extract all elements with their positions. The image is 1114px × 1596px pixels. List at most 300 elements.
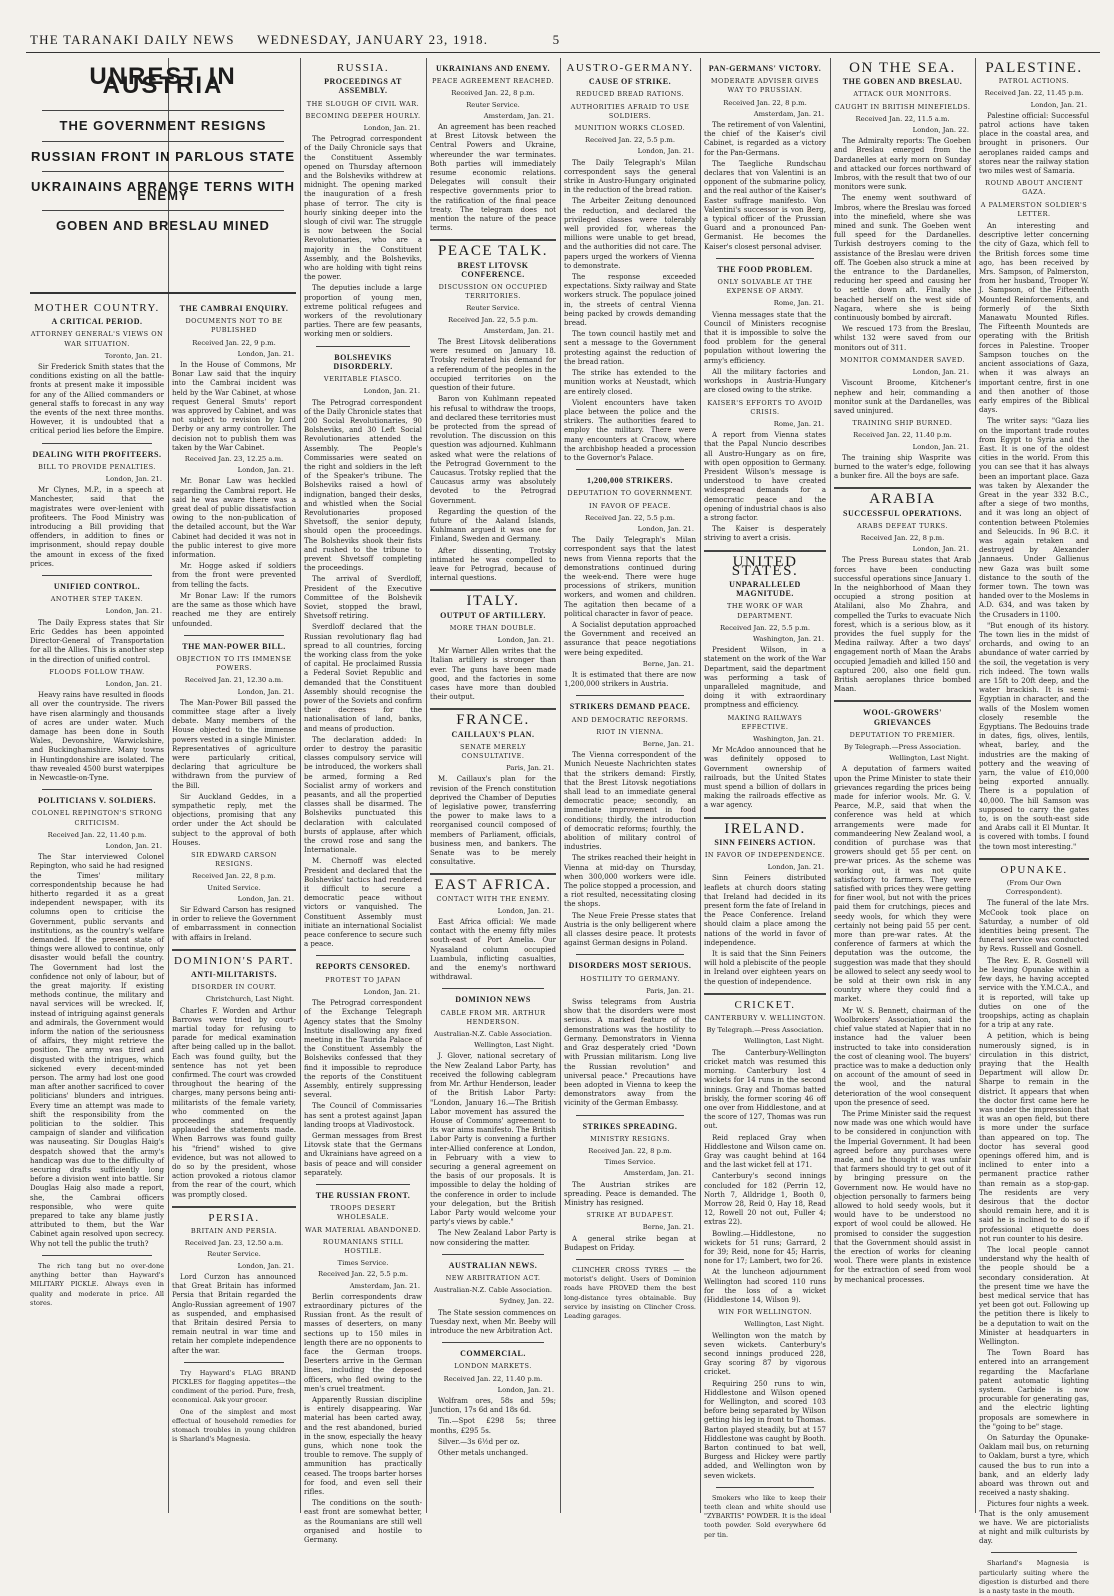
column-2 [172, 300, 296, 1510]
column-rule [426, 58, 427, 1513]
dateline: London, Jan. 21. [105, 475, 162, 484]
dateline: Paris, Jan. 21. [646, 986, 694, 995]
section-heading: 1,200,000 STRIKERS. [587, 476, 673, 486]
article-text: An interesting and descriptive letter concerning the city of Gaza, which fell to the British forces some time ago, has been received by Mrs. Sampson, of Palmerston, from her husband, Trooper W. J. Sampson, of the Fifteenth Mounted Reinforcements, and formerly of the Sixth Manawatu Mounted Rifles. The Fifteenth Mounteds are operating with the British forces in Palestine. Trooper Sampson touches on the ancient associations of Gaza, when it was always an important centre, first in one and then another of those early empires of the Biblical days. [979, 222, 1089, 415]
lead-headline: UNREST IN AUSTRIA [89, 63, 237, 100]
advertisement: Sharland's Magnesia is particularly suiting where the digestion is disturbed and there is a nasty taste in the mouth. [979, 1559, 1089, 1596]
dateline: Toronto, Jan. 21. [104, 351, 162, 360]
subheading: BILL TO PROVIDE PENALTIES. [38, 462, 156, 471]
column-1 [30, 300, 164, 1510]
article-text: In the House of Commons, Mr Bonar Law said that the inquiry into the Cambrai incident was held by the War Cabinet, at whose request General Smuts' report was approved by Cabinet, and was not subject to revision by Lord Derby or any army controller. The decision not to publish them was taken by the War Cabinet. [172, 361, 296, 452]
dateline: Received Jan. 22, 8 p.m. [723, 98, 807, 107]
dateline: By Telegraph.—Press Association. [843, 743, 962, 751]
dateline: Received Jan. 22, 11.40 p.m. [47, 830, 147, 839]
divider [576, 1259, 684, 1260]
article-text: Palestine official: Successful patrol actions have taken place in the coastal area, and brought in prisoners. Our aeroplanes raided camps and stores near the railway station two miles west of Samaria. [979, 111, 1089, 176]
article-text: Pictures four nights a week. That is the only amusement we have. We are pictorialists at night and milk culturists by day. [979, 1500, 1089, 1546]
dateline: Wellington, Last Night. [744, 1037, 824, 1046]
subheading: SINN FEINERS ACTION. [714, 837, 816, 847]
article-text: The response exceeded expectations. Sixty railway and State workers struck. The populace joined in, the streets of central Vienna being packed by crowds demanding bread. [564, 273, 696, 328]
dateline: Amsterdam, Jan. 21. [483, 326, 554, 335]
divider [172, 1206, 296, 1208]
subheading: TRAINING SHIP BURNED. [852, 419, 953, 428]
section-heading: REPORTS CENSORED. [315, 962, 411, 972]
column-rule [700, 58, 701, 1513]
dateline: London, Jan. 21. [237, 1261, 294, 1270]
subheading: MUNITION WORKS CLOSED. [574, 124, 686, 133]
subheading: MODERATE ADVISER GIVES WAY TO PRUSSIAN. [710, 77, 820, 95]
subheading: MORE THAN DOUBLE. [449, 623, 537, 632]
article-text: After dissenting, Trotsky intimated he was compelled to leave for Petrograd, because of internal questions. [430, 546, 556, 583]
article-text: The training ship Wasprite was burned to the water's edge, following a bunker fire. All the boys are safe. [834, 453, 971, 481]
article-text: President Wilson, in a statement on the work of the War Department, said the department was performing a task of unparalleled magnitude, and doing it with extraordinary promptness and efficiency. [704, 646, 826, 710]
dateline: Received Jan. 22, 11.40 p.m. [443, 1374, 543, 1383]
subheading: COLONEL REPINGTON'S STRONG CRITICISM. [31, 809, 163, 827]
article-text: The Taegliche Rundschau declares that von Valentini is an opponent of the submarine policy, and the real author of the Kaiser's Easter suffrage manifesto. Von Valentini's successor is von Berg, a typical officer of the Prussian Guard and a pronounced Pan-Germanist. He becomes the Kaiser's closest personal adviser. [704, 159, 826, 251]
article-text: It is estimated that there are now 1,200,000 strikers in Austria. [564, 670, 696, 689]
dateline: Washington, Jan. 21. [752, 634, 824, 643]
dateline: Received Jan. 23, 12.25 a.m. [184, 455, 284, 464]
column-3 [304, 60, 422, 1545]
dateline: Received Jan. 22, 8 p.m. [192, 872, 276, 881]
subheading: A PALMERSTON SOLDIER'S LETTER. [980, 200, 1088, 218]
dateline: Wellington, Last Night. [744, 1320, 824, 1329]
section-heading: CRICKET. [734, 998, 796, 1011]
article-text: Other metals unchanged. [438, 1449, 529, 1457]
article-text: The Vienna correspondent of the Munich Neueste Nachrichten states that the strikers demand: Firstly, that the Brest Litovsk negotiations shall lead to an immediate general democratic peace; secondly, an immediate improvement in food conditions; thirdly, the introduction of democratic reforms; fourthly, the abolition of military control of industries. [564, 751, 696, 852]
article-text: J. Glover, national secretary of the New Zealand Labor Party, has received the following cablegram from Mr. Arthur Henderson, leader of the British Labor Party: "London, January 16.—The British Labor movement has assured the House of Commons' agreement to its war aims manifesto. The British Labor Party is convening a further inter-Allied conference at London, in February with a view to securing a general agreement on the basis of our proposals. It is impossible to delay the holding of the conference in order to include your delegation, but the British Labor Party would welcome your party's views by cable." [430, 1052, 556, 1227]
divider [834, 487, 971, 489]
dateline: Wellington, Last Night. [474, 1041, 554, 1050]
section-heading: UNITED STATES. [731, 553, 799, 579]
dateline: Rome, Jan. 21. [773, 299, 824, 308]
divider [42, 575, 152, 576]
article-text: East Africa official: We made contact with the enemy fifty miles south-east of Port Amelia. Our Nyasaland column occupied Luambula, inflicting casualties, and the enemy's northward withdrawal. [430, 918, 556, 982]
article-text: Heavy rains have resulted in floods all over the countryside. The rivers have risen alarmingly and thousands of acres are under water. Much damage has been done in South Wales, Devonshire, Warwickshire, and Buckinghamshire. Many towns in Huntingdonshire are isolated. The thaw revealed 4500 burst waterpipes in Newcastle-on-Tyne. [30, 691, 164, 782]
article-text: Mr. Hogge asked if soldiers from the front were prevented from telling the facts. [172, 562, 296, 589]
dateline: London, Jan. 21. [237, 466, 294, 475]
dateline: London, Jan. 21. [497, 635, 554, 644]
article-text: Berlin correspondents draw extraordinary pictures of the Russian front. As the result of masses of deserters, on many sections up to 150 miles in length there are no opponents to face the German troops. Deserters arrive in the German lines, including the deposed officers, who fled owing to the men's cruel treatment. [304, 1292, 422, 1393]
advertisement: Try Hayward's FLAG BRAND PICKLES for flagging appetites—the condiment of the period. Pure, fresh, economical. Ask your grocer. [172, 1368, 296, 1405]
column-rule [830, 58, 831, 1513]
divider [42, 443, 152, 444]
section-heading: ARABIA [869, 491, 936, 508]
subheading: BREST LITOVSK CONFERENCE. [457, 260, 529, 279]
section-heading: DOMINION'S PART. [173, 954, 295, 967]
article-text: Silver.—3s 6½d per oz. [438, 1437, 520, 1446]
divider [316, 346, 410, 347]
article-text: The retirement of von Valentini, the chief of the Kaiser's civil Cabinet, is regarded as a victory for the Pan-Germans. [704, 121, 826, 157]
section-heading: EAST AFRICA. [434, 877, 552, 894]
subheading: FLOODS FOLLOW THAW. [49, 667, 145, 676]
article-text: M. Chernoff was elected President and declared that the Bolsheviks' tactics had rendered it difficult to secure a democratic peace without victors or vanquished. The Constituent Assembly must initiate an international Socialist peace conference to secure such a peace. [304, 857, 422, 949]
divider [430, 708, 556, 710]
article-text: Bowling.—Hiddlestone, no wickets for 51 runs; Garrard, 2 for 39; Reid, none for 45; Harris, none for 17; Lambert, two for 26. [704, 1229, 826, 1266]
article-text: Requiring 250 runs to win, Hiddlestone and Wilson opened for Wellington, and scored 103 before being separated by Wilson getting his leg in front to Thomas. Barton played steadily, but at 157 Hiddlestone was caught by Booth. Barton continued to bat well, Burgess and Hickey were partly added, and Wellington won by seven wickets. [704, 1379, 826, 1480]
article-text: The Town Board has entered into an arrangement regarding the Macfarlane patent automatic lighting system. Carbide is now procurable for generating gas, and the electric lighting proposals are somewhere in the "going to be" stage. [979, 1349, 1089, 1431]
article-text: The Prime Minister said the request now made was one which would have to be considered in conjunction with the Imperial Government. It had been agreed before any purchases were made, and he thought it was unfair that farmers should try to get out of it by bringing pressure on the Government now. He would have no objection personally to farmers being allowed to hold seedy wools, but it would have to be understood no export of wool could be allowed. He promised to consider the suggestion that the Government should assist in the erection of works for cleaning wool. There were plants in existence for the extraction of seed from wool by mechanical processes. [834, 1109, 971, 1284]
article-text: The declaration added: In order to destroy the parasitic classes compulsory service will be introduced, the workers shall be armed, forming a Red Socialist army of workers and peasants, and all the propertied classes shall be disarmed. The Bolsheviks punctuated this declaration with calculated bursts of applause, after which the crowd rose and sang the Internationale. [304, 735, 422, 855]
dateline: London, Jan. 21. [1030, 100, 1087, 109]
divider [430, 239, 556, 241]
article-text: A deputation of farmers waited upon the Prime Minister to state their grievances regarding the prices being made for inferior wools. Mr. G. V. Pearce, M.P., said that when the conference was held at which arrangements were made for commandeering New Zealand wool, a condition of purchase was that growers should get 55 per cent. on pre-war prices. As the scheme was working out, it was not quite satisfactory to farmers. They were satisfied with prices they were getting for finer wool, but not with the prices paid them for crutchings, pieces and seedy wools, for which they were certainly not being paid 55 per cent. more than pre-war rates. At the conference of farmers at which the deputation was the outcome, the suggestion was made that they should be allowed to select any seedy wool to be sold at their own risk in any country where they could find a market. [834, 765, 971, 1004]
section-heading: THE MAN-POWER BILL. [182, 641, 286, 651]
subheading: KAISER'S EFFORTS TO AVOID CRISIS. [707, 398, 823, 416]
subheading: ATTORNEY GENERAL'S VIEWS ON WAR SITUATION. [30, 330, 164, 348]
column-rule [560, 58, 561, 1513]
article-text: Baron von Kuhlmann repeated his refusal to withdraw the troops, and declared these territories must be protected from the spread of revolution. The discussion on this question was adjourned. Kuhlmann asked what were the relations of the Petrograd Government to the Caucasus. Trotsky replied that the Caucasus army was absolutely devoted to the Petrograd Government. [430, 395, 556, 505]
dateline: Amsterdam, Jan. 21. [753, 109, 824, 118]
divider [576, 1115, 684, 1116]
dateline: London, Jan. 21. [363, 987, 420, 996]
advertisement: The rich tang but no over-done anything better than Hayward's MILITARY PICKLE. Always even in quality and moderate in price. All stores. [30, 1261, 164, 1307]
subheading: ANOTHER STEP TAKEN. [50, 595, 144, 604]
subheading: REDUCED BREAD RATIONS. [575, 90, 685, 99]
article-text: Sverdloff declared that the Russian revolutionary flag had spread to all countries, forcing the working class from the yoke of capital. He proclaimed Russia a Federal Soviet Republic and demanded that the Constituent Assembly should recognise the power of the Soviets and confirm their decrees for the nationalisation of land, banks, and means of production. [304, 623, 422, 733]
subheading: STRIKE AT BUDAPEST. [586, 1211, 674, 1220]
subheading: THE GOBEN AND BRESLAU. [842, 77, 963, 87]
dateline: Sydney, Jan. 22. [499, 1297, 554, 1306]
dateline: Received Jan. 23, 12.50 a.m. [184, 1239, 284, 1248]
article-text: The Star interviewed Colonel Repington, who said he had resigned the Times' military correspondentship because he had hitherto regarded it as a great independent newspaper, with its columns open to criticise the Government, public servants and institutions, as the country's welfare demanded. If the present state of things were allowed to continue, only disaster would befall the country. The Government had lost the confidence not only of labour, but of the great majority. If existing methods continue, the military and naval services will be wrecked. If, instead of intriguing against generals and admirals, the Government would inform the nation of the seriousness of affairs, they might retrieve the position. The army was tired and disgusted with the intrigues, which sickened every decent-minded person. The army had lost one good man after another sacrificed to cover politicians' blunders and intrigues. Every time an attempt was made to shift the responsibility from the politician to the soldier. This campaign of slander and vilification was nauseating. Sir Douglas Haig's despatch showed that the army's handicap was due to the difficulty of securing drafts sufficiently long before a division went into battle. Sir Douglas Haig also made a report, she, the Cambrai officers responsible, who were quite prepared to take any blame justly attributed to them, but the War Cabinet again resolved upon secrecy. Why not tell the public the truth? [30, 853, 164, 1248]
article-text: The strike has extended to the munition works at Neustadt, which are entirely closed. [564, 369, 696, 396]
article-text: Swiss telegrams from Austria show that the disorders were most serious. A marked feature of the demonstrations was the hostility to Germany. Demonstrators in Vienna and Graz desperately cried "Down with Prussian militarism. Long live the Russian revolution" and universal peace." Precautions have been adopted in Vienna to keep the demonstrators away from the vicinity of the German Embassy. [564, 998, 696, 1108]
article-text: The New Zealand Labor Party is now considering the matter. [430, 1229, 556, 1247]
section-heading: AUSTRO-GERMANY. [566, 62, 694, 74]
advertisement: CLINCHER CROSS TYRES — the motorist's delight. Users of Dominion roads have PROVED them the best long-distance tyres obtainable. Buy service by insisting on Clincher Cross. Leading garages. [564, 1265, 696, 1320]
subheading: WAR MATERIAL ABANDONED. [305, 1225, 421, 1234]
article-text: Mr W. S. Bennett, chairman of the Woolbrokers' Association, said the chief value stated at Napier that in no instance had the valuer been instructed to take into consideration the cost of cleaning wool. The buyers' practice was to make a deduction only on account of the amount of seed in the wool, and the natural deterioration of the wool consequent upon the presence of seed. [834, 1006, 971, 1107]
section-heading: PAN-GERMANS' VICTORY. [708, 64, 822, 73]
article-text: The Austrian strikes are spreading. Peace is demanded. The Ministry has resigned. [564, 1180, 696, 1207]
dateline: Received Jan. 22, 8 p.m. [860, 533, 945, 542]
divider [316, 955, 410, 956]
subheading: CANTERBURY V. WELLINGTON. [704, 1014, 826, 1023]
subheading: LONDON MARKETS. [454, 1362, 532, 1371]
dateline: Reuter Service. [207, 1250, 261, 1259]
section-heading: COMMERCIAL. [460, 1349, 526, 1359]
advertisement: Smokers who like to keep their teeth clean and white should use "ZYBARTIS" POWDER. It is the ideal tooth powder. Sold everywhere 6d per tin. [704, 1493, 826, 1539]
dateline: Berne, Jan. 21. [642, 659, 694, 668]
divider [576, 695, 684, 696]
subheading: OBJECTION TO ITS IMMENSE POWERS. [176, 654, 292, 673]
subheading: UNPARALLELED MAGNITUDE. [729, 579, 801, 599]
article-text: The Admiralty reports: The Goeben and Breslau emerged from the Dardanelles at early morn on Sunday and attacked our forces northward of Imbros, with the result that two of our monitors were sunk. [834, 137, 971, 192]
article-text: Canterbury's second innings concluded for 182 (Perrin 12, North 7, Alldridge 1, Booth 0, Morrow 28, Reid 0, Hay 18, Read 12, Rowell 20 not out, Fuller 4; extras 22). [704, 1172, 826, 1227]
subheading: CAUSE OF STRIKE. [588, 77, 672, 87]
section-heading: MOTHER COUNTRY. [34, 302, 160, 314]
divider [42, 789, 152, 790]
dateline: Received Jan. 22, 11.45 p.m. [984, 89, 1084, 98]
subheading: ROUND ABOUT ANCIENT GAZA. [985, 179, 1083, 197]
dateline: Received Jan. 22, 5.5 p.m. [584, 513, 676, 522]
dateline: Rome, Jan. 21. [773, 419, 824, 428]
subheading: CAILLAUX'S PLAN. [451, 729, 535, 739]
subheading: SUCCESSFUL OPERATIONS. [843, 508, 962, 518]
subheading: PATROL ACTIONS. [998, 77, 1070, 86]
divider [42, 171, 284, 172]
divider [184, 1362, 284, 1363]
dateline: Reuter Service. [466, 304, 520, 313]
dateline: Received Jan. 22, 11.40 p.m. [853, 431, 952, 440]
dateline: Received Jan. 22, 5.5 p.m. [719, 623, 811, 632]
dateline: Times Service. [604, 1158, 656, 1167]
masthead-rule [26, 52, 1100, 53]
subheading: OUTPUT OF ARTILLERY. [440, 610, 546, 620]
article-text: A report from Vienna states that the Papal Nuncio describes all Austro-Hungary as on fire, with open opposition to Germany. President Wilson's message is understood to have created widespread demands for a democratic peace and the opening of industrial chaos is also a strong factor. [704, 431, 826, 522]
article-text: At the luncheon adjournment Wellington had scored 110 runs for the loss of a wicket (Hiddlestone 14, Wilson 9). [704, 1268, 826, 1304]
subheading: CABLE FROM MR. ARTHUR HENDERSON. [440, 1008, 546, 1026]
subheading: MINISTRY RESIGNS. [590, 1134, 670, 1143]
article-text: An agreement has been reached at Brest Litovsk between the Central Powers and Ukraine, whereunder the war terminates. Both parties will immediately resume economic relations. Delegates will consult their respective governments prior to the ratification of the final peace treaty. The telegram does not mention the nature of the peace terms. [430, 123, 556, 233]
subheading: A CRITICAL PERIOD. [51, 317, 143, 327]
section-heading: BOLSHEVIKS DISORDERLY. [333, 352, 393, 371]
article-text: A Socialist deputation approached the Government and received an assurance that peace negotiations were being expedited. [564, 620, 696, 657]
divider [172, 949, 296, 951]
article-text: On Saturday the Opunake-Oaklam mail bus, on returning to Oaklam, burst a tyre, which caused the bus to run into a bank, and an elderly lady aboard was thrown out and received a nasty shaking. [979, 1434, 1089, 1498]
dateline: Amsterdam, Jan. 21. [483, 111, 554, 120]
article-text: German messages from Brest Litovsk state that the Germans and Ukrainians have agreed on a basis of peace and will consider separately. [304, 1131, 422, 1177]
section-heading: THE RUSSIAN FRONT. [315, 1190, 411, 1200]
subheading: DEPUTATION TO GOVERNMENT. [567, 489, 693, 498]
article-text: We rescued 173 from the Breslau, whilst 132 were saved from our monitors out of 311. [834, 325, 971, 352]
section-heading: PALESTINE. [985, 60, 1083, 76]
lead-subheadline: RUSSIAN FRONT IN PARLOUS STATE [31, 148, 295, 164]
dateline: Berne, Jan. 21. [642, 740, 694, 748]
article-text: The writer says: "Gaza lies on the important trade routes from Egypt to Syria and the East. It is one of the oldest cities in the world. From this you can see that it has always been an important place. Gaza was taken by Alexander the Great in the year 332 B.C., after a siege of two months, and it was long an object of contention between Ptolemies and Seleucids. In 96 B.C. it was again retaken and destroyed by Alexander Jannaeus. Under Gallienus new Gaza was built some distance to the south of the former town. The town was handed over to the Moslems in A.D. 634, and was taken by the Crusaders in 1100. [979, 417, 1089, 619]
divider [442, 1342, 544, 1343]
section-heading: ON THE SEA. [849, 60, 956, 76]
article-text: The Daily Telegraph's Milan correspondent says that the latest news from Vienna reports that the demonstrations continued during the week-end. There were huge processions of strikers, munition workers, and women and children. The agitation then became of a political character in favor of peace. [564, 536, 696, 618]
section-heading: WOOL-GROWERS' GRIEVANCES [863, 708, 942, 727]
subheading: PROCEEDINGS AT ASSEMBLY. [324, 77, 402, 96]
divider [834, 700, 971, 702]
article-text: The strikes reached their height in Vienna at mid-day on Thursday, when 300,000 workers were idle. The police stopped a procession, and a riot resulted, necessitating closing the shops. [564, 854, 696, 909]
dateline: Received Jan. 22, 11.5 a.m. [855, 114, 950, 123]
subheading: ROUMANIANS STILL HOSTILE. [322, 1237, 404, 1255]
advertisement: One of the simplest and most effectual of household remedies for stomach troubles in young children is Sharland's Magnesia. [172, 1407, 296, 1444]
lead-headline-block [30, 60, 296, 290]
dateline: London, Jan. 22. [912, 126, 969, 135]
section-heading: FRANCE. [456, 712, 530, 729]
subheading: ONLY SOLVABLE AT THE EXPENSE OF ARMY. [717, 278, 813, 296]
divider [430, 589, 556, 591]
section-heading: STRIKERS DEMAND PEACE. [569, 702, 691, 712]
article-text: Mr Clynes, M.P., in a speech at Manchester, said that the magistrates were over-lenient with profiteers. The Food Ministry was introducing a Bill providing that offenders, in addition to fines or imprisonment, should repay double the amount in excess of the fixed prices. [30, 486, 164, 568]
section-heading: POLITICIANS V. SOLDIERS. [38, 796, 156, 806]
lead-subheadline: GOBEN AND BRESLAU MINED [56, 218, 270, 234]
section-heading: AUSTRALIAN NEWS. [448, 1260, 538, 1270]
byline: (From Our Own Correspondent). [1005, 879, 1063, 897]
article-text: The Neue Freie Presse states that Austria is the only belligerent where all classes desire peace. It protests against German designs in Poland. [564, 911, 696, 948]
divider [184, 635, 284, 636]
article-text: Sir Frederick Smith states that the conditions existing on all the battle-fronts at present make it impossible for any of the Allied commanders or general staffs to forecast in any way the events of the next three months. However, it is undoubted that a critical period lies before the Empire. [30, 363, 164, 436]
dateline: London, Jan. 21. [912, 368, 969, 377]
article-text: Charles F. Worden and Arthur Barrows were tried by court-martial today for refusing to parade for medical examination after being called up in the ballot. Each was found guilty, but the sentence has not yet been confirmed. The court was crowded throughout the hearing of the charges, many persons being anti-militarists of the female variety, who commented on the proceedings and frequently applauded the statements made. When Barrows was found guilty his "friend" wished to give evidence, but was not allowed to do so by the president, whose action provoked a riotous clamor from the rear of the court, which was promptly closed. [172, 1006, 296, 1199]
article-text: Lord Curzon has announced that Great Britain has informed Persia that Britain regarded the Anglo-Russian agreement of 1907 as suspended, and emphasised that Britain desired Persia to remain neutral in war time and retain her complete independence after the war. [172, 1272, 296, 1355]
subheading: ATTACK OUR MONITORS. [853, 90, 952, 99]
section-heading: ITALY. [466, 593, 520, 610]
divider [42, 110, 284, 111]
article-text: Wellington won the match by seven wickets. Canterbury's second innings produced 228, Gray scoring 87 by vigorous cricket. [704, 1331, 826, 1377]
article-text: Sinn Feiners distributed leaflets at church doors stating that Ireland had decided in its present form the fate of Ireland in the Peace Conference. Ireland should claim a place among the nations of the world in favor of independence. [704, 874, 826, 947]
article-text: The town council hastily met and sent a message to the Government protesting against the reduction of the bread ration. [564, 330, 696, 366]
article-text: Reid replaced Gray when Hiddlestone and Wilson came on. Gray was caught behind at 164 and the last wicket fell at 171. [704, 1133, 826, 1170]
dateline: Received Jan. 21, 12.30 a.m. [184, 676, 284, 685]
dateline: London, Jan. 21. [767, 863, 824, 872]
subheading: AUTHORITIES AFRAID TO USE SOLDIERS. [570, 102, 690, 120]
masthead-date: WEDNESDAY, JANUARY 23, 1918. [257, 32, 489, 47]
dateline: London, Jan. 21. [237, 687, 294, 696]
lead-subheadline: THE GOVERNMENT RESIGNS [59, 118, 267, 134]
dateline: London, Jan. 21. [912, 545, 969, 554]
article-text: The deputies include a large proportion of young men, extreme political refugees and workers of the revolutionary parties. There are few peasants, working men or soldiers. [304, 284, 422, 339]
divider [42, 1255, 152, 1256]
subheading: VERITABLE FIASCO. [323, 375, 403, 384]
dateline: Received Jan. 22, 5.5 p.m. [317, 1270, 409, 1279]
article-text: The enemy went southward of Imbros, where the Breslau was forced into the minefield, where she was mined and sunk. The Goeben went full speed for the Dardanelles. Turkish destroyers coming to the assistance of the Breslau were driven off. The Goeben also struck a mine at the entrance to the Dardanelles, reducing her speed and causing her to settle down aft. Finally she beached herself on the west side of Nagara, where she is being continuously bombed by aircraft. [834, 194, 971, 323]
divider [42, 141, 284, 142]
article-text: A petition, which is being numerously signed, is in circulation in this district, praying that the Health Department will allow Dr. Sharpe to remain in the district. It appears that when the doctor first came here he was under the impression that it was an open field, but there is more under the surface than appeared on top. The doctor has several good openings offered him, and is inclined to enter into a permanent practice rather than remain as a stop-gap. The residents are very desirous that the doctor should remain here, and it is said he is inclined to do so if professional etiquette does not run counter to his desire. [979, 1032, 1089, 1243]
article-text: Wolfram ores, 58s and 59s; Junction, 17s 6d and 18s 6d. [430, 1396, 556, 1415]
dateline: Washington, Jan. 21. [752, 735, 824, 743]
divider [316, 1184, 410, 1185]
dateline: Paris, Jan. 21. [506, 764, 554, 773]
article-text: The Daily Telegraph's Milan correspondent says the general strike in Austro-Hungary originated in the reduction of the bread ration. [564, 158, 696, 195]
dateline: Reuter Service. [466, 100, 520, 109]
subheading: AND DEMOCRATIC REFORMS. [571, 715, 689, 724]
dateline: London, Jan. 21. [637, 524, 694, 533]
subheading: TROOPS DESERT WHOLESALE. [330, 1204, 396, 1222]
column-rule [300, 58, 301, 1513]
article-text: A general strike began at Budapest on Friday. [564, 1234, 696, 1252]
section-heading: UNIFIED CONTROL. [53, 582, 141, 592]
divider [716, 258, 814, 259]
divider [979, 858, 1089, 860]
article-text: Apparently Russian discipline is entirely disappearing. War material has been carted away, and the rest abandoned, buried in the snow, especially the heavy guns, which none took the trouble to remove. The supply of ammunition has practically ceased. The troops barter horses for food, and even sell their rifles. [304, 1396, 422, 1497]
subheading: ANTI-MILITARISTS. [191, 970, 277, 979]
subheading: PEACE AGREEMENT REACHED. [431, 77, 555, 86]
subheading: NEW ARBITRATION ACT. [445, 1273, 541, 1282]
article-text: The Brest Litovsk deliberations were resumed on January 18. Trotsky reiterated his demand for a referendum of the peoples in the occupied territories on the question of their future. [430, 338, 556, 393]
dateline: London, Jan. 21. [363, 124, 420, 133]
article-text: Mr Bonar Law: If the rumors are the same as those which have reached me they are entirely unfounded. [172, 591, 296, 628]
article-text: The local people cannot understand why the health of the people should be a secondary consideration. At the present time we have the best medical service that has yet been got out. Following up the petition there is likely to be a deputation to wait on the Minister at headquarters in Wellington. [979, 1245, 1089, 1347]
subheading: IN FAVOR OF PEACE. [588, 501, 671, 510]
subheading: HOSTILITY TO GERMANY. [580, 974, 680, 983]
column-8 [979, 60, 1089, 1596]
article-text: The Press Bureau states that Arab forces have been conducting successful operations since January 1. In the neighborhood of Maan they occupied a strong position at Atalilani, also Mo Zhahra, and compelled the Turks to evacuate Nich forest, which is a serious blow, as it provides the fuel supply for the Medina railway. After a two days' engagement north of Maan the Arabs occupied Jemadieh and killed 150 and captured 200, also one field gun. British aeroplanes thrice bombed Maan. [834, 556, 971, 694]
dateline: United Service. [207, 883, 261, 892]
divider [576, 954, 684, 955]
article-text: Tin.—Spot £298 5s; three months, £295 5s. [430, 1417, 556, 1435]
article-text: Mr McAdoo announced that he was definitely opposed to Government ownership of railroads, but the United States must spend a billion of dollars in making the railroads effective as a war agency. [704, 746, 826, 810]
article-text: The Man-Power Bill passed the committee stage after a lively debate. Many members of the House objected to the immense powers vested in a single Minister. Representatives of agriculture were particularly critical, declaring that agriculture be withdrawn from the purview of the Bill. [172, 698, 296, 790]
dateline: London, Jan. 21. [237, 349, 294, 358]
dateline: By Telegraph.—Press Association. [706, 1026, 824, 1035]
divider [442, 1254, 544, 1255]
subheading: RIOT IN VIENNA. [596, 727, 664, 736]
section-heading: DEALING WITH PROFITEERS. [32, 449, 162, 459]
article-text: The Petrograd correspondent of the Daily Chronicle says that the Constituent Assembly opened on Thursday afternoon and the Bolsheviks withdrew at midnight. The opening marked the inauguration of a fresh phase of terror. The city is hourly sinking deeper into the slough of civil war. The struggle is now between the Social Revolutionaries, who are a majority in the Constituent Assembly, and the Bolsheviks, who are holding with tight reins the power. [304, 135, 422, 282]
divider [991, 1552, 1077, 1553]
article-text: "But enough of its history. The town lies in the midst of orchards, and owing to an abundance of water carried by the soil, the vegetation is very rich indeed. The town walls are 15ft to 20ft deep, and the water brackish. It is semi-Egyptian in character, and the walls of the Moslem women closely resemble the Egyptians. The Bedouins trade in dates, figs, olives, lentils, wheat, barley, and the industries are the making of pottery and the weaving of yarn, the value of £10,000 being exported annually. There is a population of 40,000. The hill Samson was supposed to carry the gates to, is on the south-east side and Arabs call it El Muntar. It is covered with tombs. I found the town most interesting." [979, 621, 1089, 851]
subheading: DISORDER IN COURT. [191, 983, 277, 992]
dateline: Received Jan. 22, 8 p.m. [451, 89, 535, 98]
article-text: All the military factories and workshops in Austria-Hungary are closed owing to the strike. [704, 367, 826, 395]
subheading: DISCUSSION ON OCCUPIED TERRITORIES. [438, 283, 548, 301]
dateline: Received Jan. 22, 5.5 p.m. [447, 315, 539, 324]
lead-subheadline: UKRAINAINS ARRANGE TERNS WITH ENEMY [31, 178, 295, 204]
article-text: Mr. Bonar Law was heckled regarding the Cambrai report. He said he was aware there was a great deal of public dissatisfaction owing to the non-publication of the detailed account, but the War Cabinet had decided it was not in the public interest to give more information. [172, 477, 296, 560]
subheading: SIR EDWARD CARSON RESIGNS. [191, 850, 277, 869]
subheading: SENATE MERELY CONSULTATIVE. [459, 742, 527, 760]
article-text: The funeral of the late Mrs. McCook took place on Saturday, a number of old identities being present. The funeral service was conducted by Revs. Russell and Gosnell. [979, 899, 1089, 954]
masthead [30, 32, 1090, 48]
article-text: The Daily Express states that Sir Eric Geddes has been appointed Director-General of Transportation for all the Allies. This is another step in the direction of unified control. [30, 618, 164, 664]
article-text: M. Caillaux's plan for the revision of the French constitution deprived the Chamber of Deputies of legislative power, transferring the power to make laws to a reorganised council composed of members of Parliament, officials, business men, and bankers. The Senate was to be merely consultative. [430, 775, 556, 867]
divider [704, 993, 826, 995]
divider [704, 817, 826, 819]
dateline: Amsterdam, Jan. 21. [349, 1281, 420, 1290]
subheading: DEPUTATION TO PREMIER. [849, 730, 956, 739]
section-heading: PEACE TALK. [437, 243, 549, 260]
article-text: The Arbeiter Zeitung denounced the reduction, and declared the privileged classes were tolerably well provided for, whereas the millions were unable to get bread, and the authorities did not care. The papers urged the workers of Vienna to demonstrate. [564, 197, 696, 270]
dateline: Christchurch, Last Night. [205, 995, 294, 1004]
divider [576, 469, 684, 470]
subheading: THE SLOUGH OF CIVIL WAR. [306, 99, 420, 108]
dateline: London, Jan. 21. [237, 894, 294, 903]
article-text: The State session commences on Tuesday next, when Mr. Beeby will introduce the new Arbitration Act. [430, 1308, 556, 1335]
article-text: The Petrograd correspondent of the Exchange Telegraph Agency states that the Smolny Institute disallowing any fixed meeting in the Taurida Palace of the Constituent Assembly the Bolsheviks confessed that they find it impossible to reproduce the reports of the Constituent Assembly, entirely suppressing several. [304, 999, 422, 1100]
article-text: The conditions on the south-east front are somewhat better, as the Roumanians are still well organised and hostile to Germany. [304, 1499, 422, 1545]
section-heading: RUSSIA. [336, 62, 390, 74]
column-4 [430, 60, 556, 1510]
dateline: London, Jan. 21. [637, 147, 694, 156]
dateline: Amsterdam, Jan. 21. [623, 1169, 694, 1178]
dateline: London, Jan. 21. [105, 841, 162, 850]
subheading: CONTACT WITH THE ENEMY. [436, 894, 550, 903]
dateline: Received Jan. 22, 5.5 p.m. [584, 136, 676, 145]
column-6 [704, 60, 826, 1539]
dateline: London, Jan. 21. [912, 442, 969, 451]
section-heading: OPUNAKE. [1000, 863, 1068, 876]
column-5 [564, 60, 696, 1510]
dateline: London, Jan. 21. [497, 1385, 554, 1394]
section-heading: THE FOOD PROBLEM. [717, 264, 813, 274]
article-text: Sir Edward Carson has resigned in order to relieve the Government of embarrassment in connection with affairs in Ireland. [172, 905, 296, 942]
section-heading: IRELAND. [724, 820, 806, 837]
divider [42, 210, 284, 211]
subheading: BRITAIN AND PERSIA. [190, 1227, 278, 1236]
subheading: ARABS DEFEAT TURKS. [857, 521, 948, 530]
section-heading: STRIKES SPREADING. [582, 1121, 678, 1131]
subheading: WIN FOR WELLINGTON. [718, 1308, 812, 1317]
dateline: Received Jan. 22, 9 p.m. [192, 338, 276, 347]
article-text: Mr Warner Allen writes that the Italian artillery is stronger than ever. The guns have been made good, and the factories in some cases have more than doubled their output. [430, 647, 556, 702]
page-number: 5 [552, 32, 561, 47]
dateline: London, Jan. 21. [363, 387, 420, 396]
article-text: The Kaiser is desperately striving to avert a crisis. [704, 525, 826, 543]
subheading: MAKING RAILWAYS EFFECTIVE. [727, 713, 803, 731]
article-text: The Petrograd correspondent of the Daily Chronicle states that 200 Social Revolutionaries, 90 Bolsheviks, and 30 Left Social Revolutionaries attended the Assembly. The People's Commissaries were seated on the right and soldiers in the left of the Speaker's tribune. The Bolsheviks raised a howl of indignation, banged their desks, and whistled when the Social Revolutionaries proposed Shvetsoff, the senior deputy, should open the proceedings. The Bolsheviks shook their fists and rushed to the tribune to prevent Shvetsoff completing the proceedings. [304, 398, 422, 573]
divider [716, 1487, 814, 1488]
dateline: Australian-N.Z. Cable Association. [434, 1286, 552, 1295]
dateline: Wellington, Last Night. [889, 754, 969, 763]
article-text: The Council of Commissaries has sent a protest against Japan landing troops at Vladivostock. [304, 1102, 422, 1129]
article-text: Violent encounters have taken place between the police and the strikers. The authorities feared to employ the military. There were many encounters at Cracow, where the archbishop headed a procession to the Governor's Palace. [564, 398, 696, 462]
